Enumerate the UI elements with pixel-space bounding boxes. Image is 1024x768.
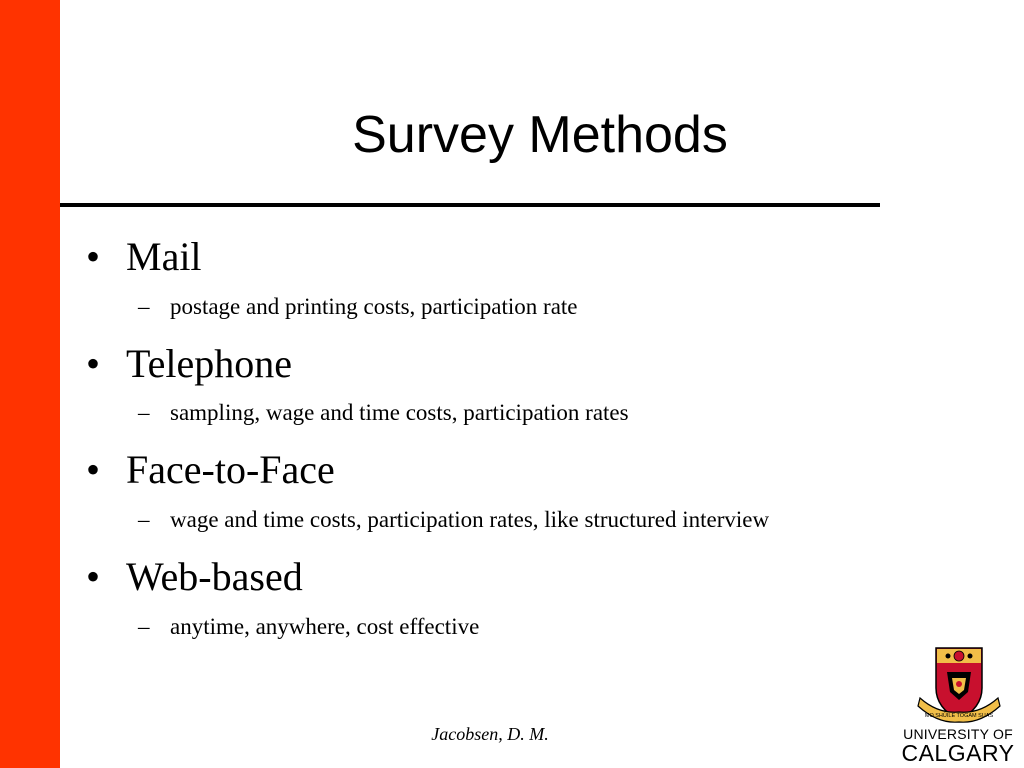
dash-glyph: – <box>138 294 150 319</box>
accent-side-bar <box>0 0 60 768</box>
bullet-label: Web-based <box>126 554 303 599</box>
dash-glyph: – <box>138 400 150 425</box>
dash-glyph: – <box>138 507 150 532</box>
slide-title: Survey Methods <box>352 106 728 164</box>
bullet-item <box>86 447 335 493</box>
bullet-glyph: • <box>86 554 101 599</box>
crest-motto: MO SHÙILE TOGAM SUAS <box>924 713 994 719</box>
university-logo <box>898 644 1018 766</box>
sub-bullet-item <box>138 506 769 534</box>
sub-bullet-item <box>138 399 629 427</box>
logo-line-1: UNIVERSITY OF <box>903 726 1013 742</box>
logo-line-2: CALGARY <box>901 740 1015 766</box>
bullet-glyph: • <box>86 341 101 386</box>
bullet-item <box>86 554 303 600</box>
sub-bullet-text: sampling, wage and time costs, participation rates <box>170 400 629 425</box>
title-underline <box>60 203 880 207</box>
sub-bullet-item <box>138 613 479 641</box>
bullet-glyph: • <box>86 234 101 279</box>
footer-author: Jacobsen, D. M. <box>431 724 549 744</box>
bullet-label: Telephone <box>126 341 293 386</box>
sub-bullet-text: anytime, anywhere, cost effective <box>170 614 480 639</box>
bullet-label: Face-to-Face <box>126 447 335 492</box>
sub-bullet-text: wage and time costs, participation rates, like structured interview <box>170 507 770 532</box>
crest-icon <box>898 644 1018 726</box>
bullet-item <box>86 234 202 280</box>
bullet-glyph: • <box>86 447 101 492</box>
sub-bullet-item <box>138 293 578 321</box>
bullet-label: Mail <box>126 234 202 279</box>
bullet-item <box>86 341 292 387</box>
sub-bullet-text: postage and printing costs, participation rate <box>170 294 578 319</box>
dash-glyph: – <box>138 614 150 639</box>
